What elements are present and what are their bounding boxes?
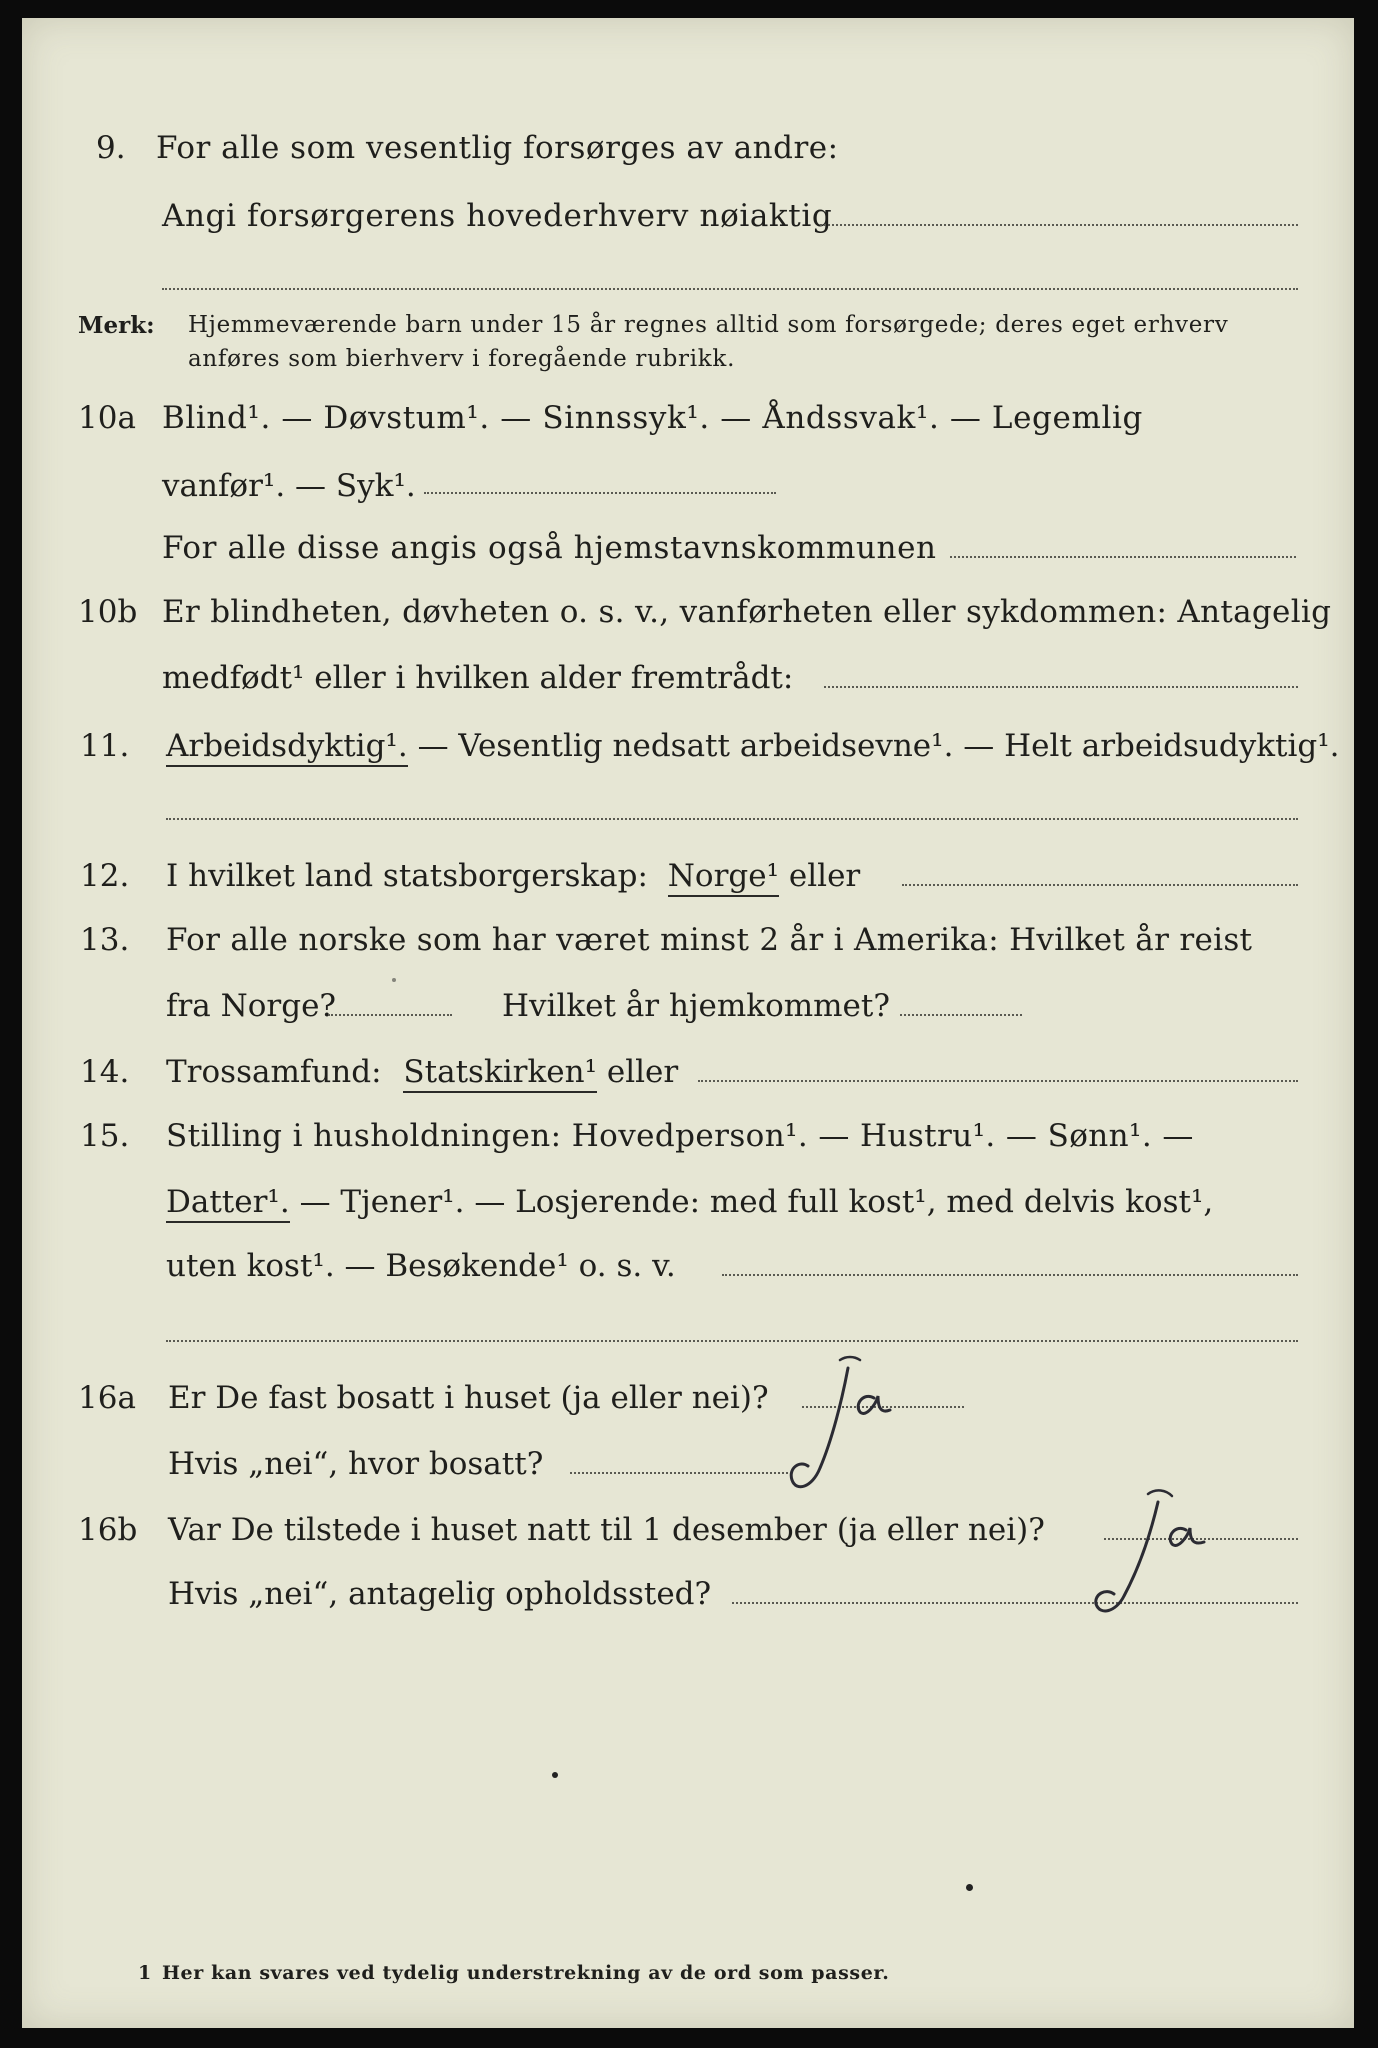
q10b-number: 10b — [78, 594, 138, 630]
q15-line2-rest: — Tjener¹. — Losjerende: med full kost¹, med delvis kost¹, — [299, 1184, 1214, 1220]
q16a-handwritten-answer — [782, 1340, 912, 1500]
census-form-page — [22, 18, 1354, 2028]
q12-option-norge: Norge¹ — [668, 858, 779, 897]
q9-answer-line-2 — [162, 288, 1298, 290]
q16a-number: 16a — [78, 1380, 136, 1416]
q11-rest: — Vesentlig nedsatt arbeidsevne¹. — Helt arbeidsudyktig¹. — [417, 728, 1340, 764]
q10a-line3: For alle disse angis også hjemstavnskommunen — [162, 530, 937, 566]
q15-number: 15. — [80, 1118, 130, 1154]
q14-text — [166, 1054, 678, 1090]
q15-line3: uten kost¹. — Besøkende¹ o. s. v. — [166, 1248, 676, 1284]
q13-line2b: Hvilket år hjemkommet? — [502, 988, 890, 1024]
ink-speck — [552, 1772, 558, 1778]
q14-number: 14. — [80, 1054, 130, 1090]
q15-line1: Stilling i husholdningen: Hovedperson¹. — Hustru¹. — Sønn¹. — — [166, 1118, 1194, 1154]
footnote-mark: 1 — [138, 1962, 152, 1984]
q11-answer-line — [166, 818, 1298, 820]
q12-answer-line — [902, 884, 1298, 886]
q11-option-arbeidsdyktig: Arbeidsdyktig¹. — [166, 728, 408, 767]
q16b-handwritten-answer — [1082, 1480, 1222, 1630]
q10b-answer-line — [824, 686, 1298, 688]
ink-speck — [966, 1884, 973, 1891]
q15-answer-line-2 — [166, 1340, 1298, 1342]
ink-speck — [392, 978, 396, 982]
q10a-number: 10a — [78, 400, 136, 436]
q15-option-datter: Datter¹. — [166, 1184, 290, 1223]
q11-number: 11. — [80, 728, 130, 764]
q13-reist-line — [328, 1014, 452, 1016]
q16b-answer-text: Ja — [1082, 1480, 1083, 1481]
q14-pre: Trossamfund: — [166, 1054, 382, 1090]
q11-options — [166, 728, 1340, 764]
q9-line2: Angi forsørgerens hovederhverv nøiaktig — [162, 198, 833, 234]
q13-line1: For alle norske som har været minst 2 år i Amerika: Hvilket år reist — [166, 922, 1253, 958]
q14-answer-line — [698, 1080, 1298, 1082]
merk-line1: Hjemmeværende barn under 15 år regnes alltid som forsørgede; deres eget erhverv — [188, 312, 1229, 338]
q12-post: eller — [788, 858, 861, 894]
q16b-line2: Hvis „nei“, antagelig opholdssted? — [168, 1576, 712, 1612]
q10a-line1: Blind¹. — Døvstum¹. — Sinnssyk¹. — Åndssvak¹. — Legemlig — [162, 400, 1143, 436]
q9-line1: For alle som vesentlig forsørges av andre: — [156, 130, 839, 166]
q10a-kommune-line — [950, 556, 1296, 558]
q14-option-statskirken: Statskirken¹ — [403, 1054, 597, 1093]
q10a-line2: vanfør¹. — Syk¹. — [162, 468, 416, 504]
q10a-answer-line — [424, 492, 776, 494]
footnote-text: Her kan svares ved tydelig understrekning av de ord som passer. — [162, 1962, 890, 1984]
q12-pre: I hvilket land statsborgerskap: — [166, 858, 648, 894]
q12-text — [166, 858, 860, 894]
q16b-line1: Var De tilstede i huset natt til 1 desember (ja eller nei)? — [168, 1512, 1045, 1548]
q9-answer-line — [820, 224, 1298, 226]
q12-number: 12. — [80, 858, 130, 894]
q13-number: 13. — [80, 922, 130, 958]
q14-post: eller — [606, 1054, 679, 1090]
merk-line2: anføres som bierhverv i foregående rubrikk. — [188, 346, 736, 372]
q16a-line2: Hvis „nei“, hvor bosatt? — [168, 1446, 544, 1482]
q13-hjemkommet-line — [900, 1014, 1022, 1016]
q9-number: 9. — [96, 130, 126, 166]
q15-line2 — [166, 1184, 1213, 1220]
merk-label: Merk: — [78, 312, 155, 339]
q16a-line1: Er De fast bosatt i huset (ja eller nei)? — [168, 1380, 769, 1416]
q16a-bosatt-line — [570, 1472, 788, 1474]
q13-line2a: fra Norge? — [166, 988, 337, 1024]
q16b-number: 16b — [78, 1512, 138, 1548]
q16a-answer-text: Ja — [782, 1340, 783, 1341]
q10b-line2: medfødt¹ eller i hvilken alder fremtrådt: — [162, 660, 794, 696]
q15-answer-line — [722, 1274, 1298, 1276]
q10b-line1: Er blindheten, døvheten o. s. v., vanførheten eller sykdommen: Antagelig — [162, 594, 1332, 630]
